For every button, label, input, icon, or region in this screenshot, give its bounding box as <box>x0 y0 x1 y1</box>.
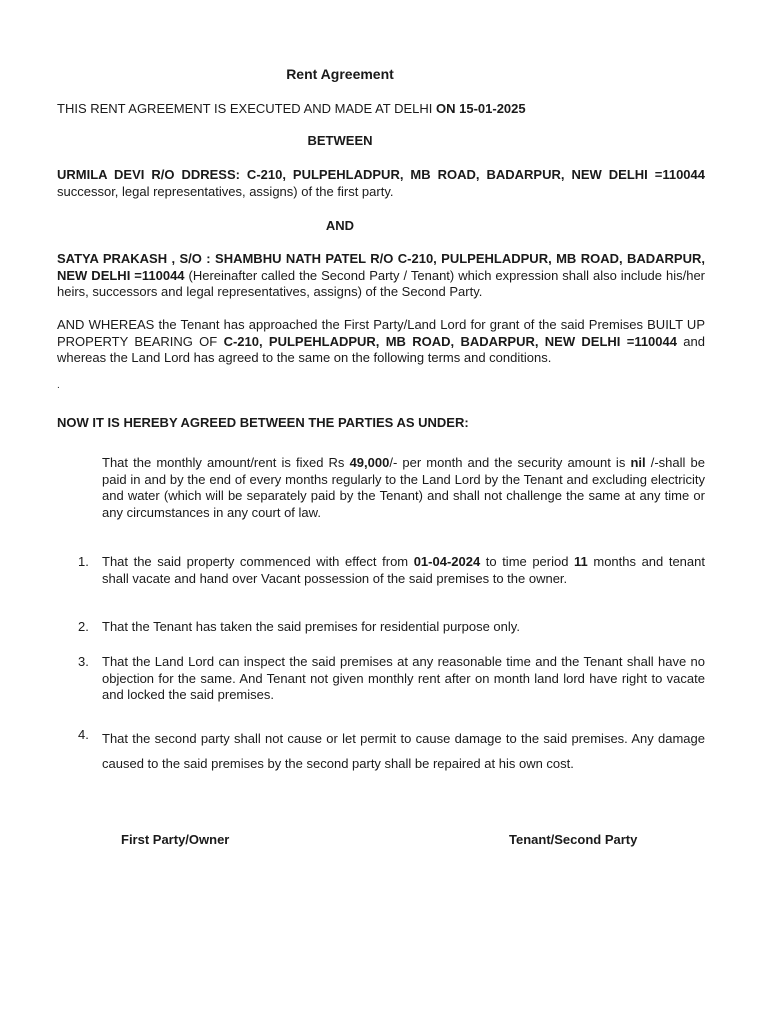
clause-1-post: months and tenant shall vacate and hand over Vacant possession of the said premises to the owner. <box>102 554 705 586</box>
rent-clause <box>102 455 705 521</box>
whereas-property: C-210, PULPEHLADPUR, MB ROAD, BADARPUR, NEW DELHI =110044 <box>223 333 677 349</box>
whereas-pre: AND WHEREAS the Tenant has approached the First Party/Land Lord for grant of the said Premises BUILT UP PROPERTY BEARING OF <box>57 317 705 349</box>
clause-number: 1. <box>78 554 89 569</box>
intro-text: THIS RENT AGREEMENT IS EXECUTED AND MADE AT DELHI <box>57 101 437 116</box>
document-title: Rent Agreement <box>286 66 394 82</box>
clause-number: 2. <box>78 619 89 634</box>
clause-1-mid: to time period <box>480 554 575 569</box>
first-party-rest: successor, legal representatives, assigns) of the first party. <box>57 183 394 199</box>
rent-mid: /- per month and the security amount is <box>389 455 631 470</box>
whereas-paragraph <box>57 317 705 367</box>
between-heading: BETWEEN <box>307 133 373 148</box>
second-party-rest: (Hereinafter called the Second Party / Tenant) which expression shall also include his/her heirs, successors and legal representatives, assigns) of the Second Party. <box>57 267 706 299</box>
stray-dot: . <box>57 380 60 391</box>
whereas-post: and whereas the Land Lord has agreed to the same on the following terms and conditions. <box>57 333 705 365</box>
and-heading: AND <box>325 218 355 233</box>
clause-2: That the Tenant has taken the said premises for residential purpose only. <box>102 619 520 634</box>
security-amount: nil <box>630 455 646 470</box>
clause-1-pre: That the said property commenced with effect from <box>102 554 414 569</box>
clause-1-period: 11 <box>574 554 588 569</box>
clause-1-date: 01-04-2024 <box>413 554 481 569</box>
second-party-paragraph <box>57 251 705 301</box>
signature-first-party: First Party/Owner <box>121 832 230 847</box>
clause-4: That the second party shall not cause or let permit to cause damage to the said premises. Any damage caused to the said premises by the second party shall be repaired at his own cost. <box>102 731 705 771</box>
rent-amount: 49,000 <box>349 455 390 470</box>
rent-post: /-shall be paid in and by the end of every months regularly to the Land Lord by the Tenant and excluding electricity and water (which will be separately paid by the Tenant) and shall not challenge the same at any time or any circumstances in any court of law. <box>102 455 706 520</box>
intro-date: ON 15-01-2025 <box>436 101 526 116</box>
signature-tenant: Tenant/Second Party <box>509 832 638 847</box>
intro-line <box>57 101 705 118</box>
clause-number: 4. <box>78 727 89 742</box>
rent-pre: That the monthly amount/rent is fixed Rs <box>102 455 350 470</box>
first-party-paragraph <box>57 167 705 200</box>
second-party-name-address: SATYA PRAKASH , S/O : SHAMBHU NATH PATEL R/O C-210, PULPEHLADPUR, MB ROAD, BADARPUR, NEW DELHI =110044 <box>57 251 705 283</box>
clause-3: That the Land Lord can inspect the said premises at any reasonable time and the Tenant shall have no objection for the same. And Tenant not given monthly rent after on month land lord have right to vacate and locked the said premises. <box>102 654 705 702</box>
clause-1 <box>102 554 705 587</box>
clause-number: 3. <box>78 654 89 669</box>
first-party-name-address: URMILA DEVI R/O DDRESS: C-210, PULPEHLADPUR, MB ROAD, BADARPUR, NEW DELHI =110044 <box>57 167 705 182</box>
agreed-heading: NOW IT IS HEREBY AGREED BETWEEN THE PARTIES AS UNDER: <box>57 415 469 430</box>
